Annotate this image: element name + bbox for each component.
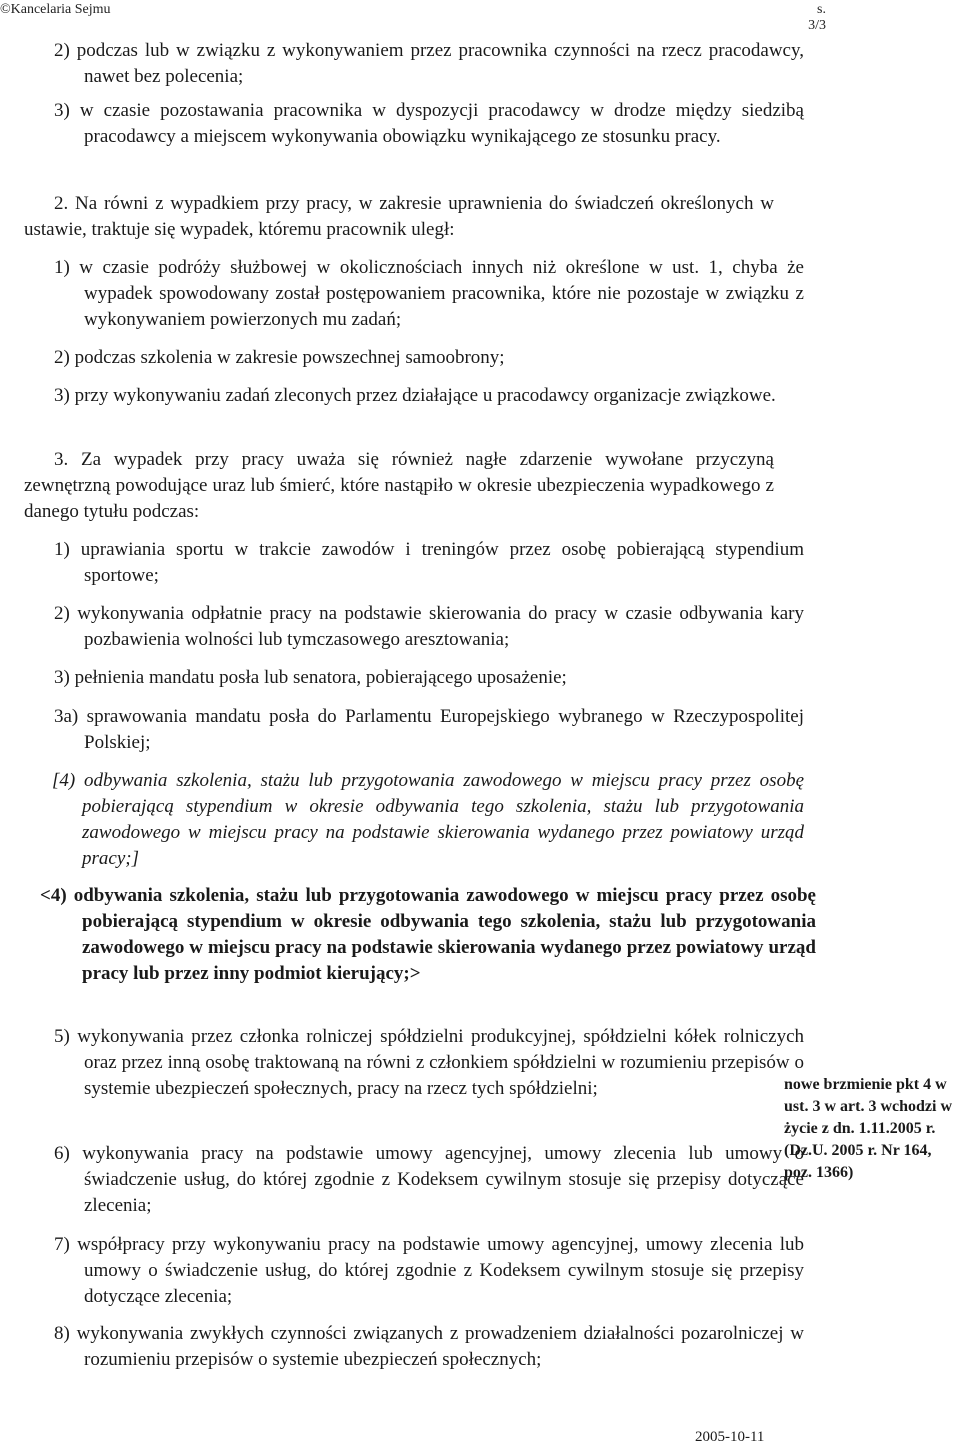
margin-note: nowe brzmienie pkt 4 w ust. 3 w art. 3 wchodzi w życie z dn. 1.11.2005 r. (Dz.U. 2005 r. Nr 164, poz. 1366) [784, 1076, 952, 1181]
list-item-3-5: 5) wykonywania przez członka rolniczej spółdzielni produkcyjnej, spółdzielni kółek rolniczych oraz przez inną osobę traktowaną na równi z członkiem spółdzielni w rozumieniu przepisów o systemie ubezpieczeń społecznych, pracy na rzecz tych spółdzielni; [54, 1026, 804, 1099]
list-item-2: 2) podczas lub w związku z wykonywaniem przez pracownika czynności na rzecz pracodawcy, nawet bez polecenia; [54, 40, 804, 87]
list-item-3-1: 1) uprawiania sportu w trakcie zawodów i treningów przez osobę pobierającą stypendium sportowe; [54, 539, 804, 586]
list-item-3-8: 8) wykonywania zwykłych czynności związanych z prowadzeniem działalności pozarolniczej w rozumieniu przepisów o systemie ubezpieczeń społecznych; [54, 1323, 804, 1370]
list-item-2b: 2) podczas szkolenia w zakresie powszechnej samoobrony; [54, 347, 505, 368]
list-item-3-4-old: [4) odbywania szkolenia, stażu lub przygotowania zawodowego w miejscu pracy przez osobę pobierającą stypendium w okresie odbywania tego szkolenia, stażu lub przygotowania zawodowego w miejscu pracy na podstawie skierowania wydanego przez powiatowy urząd pracy;] [52, 770, 804, 869]
header-source: ©Kancelaria Sejmu [0, 2, 111, 17]
list-item-3b: 3) przy wykonywaniu zadań zleconych przez działające u pracodawcy organizacje związkowe. [54, 385, 776, 406]
list-item-3-6: 6) wykonywania pracy na podstawie umowy agencyjnej, umowy zlecenia lub umowy o świadczenie usług, do której zgodnie z Kodeksem cywilnym stosuje się przepisy dotyczące zlecenia; [54, 1143, 804, 1216]
list-item-1: 1) w czasie podróży służbowej w okolicznościach innych niż określone w ust. 1, chyba że wypadek spowodowany został postępowaniem pracownika, które nie pozostaje w związku z wykonywaniem powierzonych mu zadań; [54, 257, 804, 330]
list-item-3-3: 3) pełnienia mandatu posła lub senatora, pobierającego uposażenie; [54, 667, 567, 688]
list-item-3-4-new: <4) odbywania szkolenia, stażu lub przygotowania zawodowego w miejscu pracy przez osobę pobierającą stypendium w okresie odbywania tego szkolenia, stażu lub przygotowania zawodowego w miejscu pracy na podstawie skierowania wydanego przez powiatowy urząd pracy lub przez inny podmiot kierujący;> [40, 885, 816, 984]
list-item-3: 3) w czasie pozostawania pracownika w dyspozycji pracodawcy w drodze między siedzibą pracodawcy a miejscem wykonywania obowiązku wynikającego ze stosunku pracy. [54, 100, 804, 147]
footer-date: 2005-10-11 [695, 1429, 765, 1445]
list-item-3-7: 7) współpracy przy wykonywaniu pracy na podstawie umowy agencyjnej, umowy zlecenia lub umowy o świadczenie usług, do której zgodnie z Kodeksem cywilnym stosuje się przepisy dotyczące zlecenia; [54, 1234, 804, 1307]
list-item-3-2: 2) wykonywania odpłatnie pracy na podstawie skierowania do pracy w czasie odbywania kary pozbawienia wolności lub tymczasowego aresztowania; [54, 603, 804, 650]
list-item-3-3a: 3a) sprawowania mandatu posła do Parlamentu Europejskiego wybranego w Rzeczypospolitej Polskiej; [54, 706, 804, 753]
header-page-number: s. 3/3 [808, 2, 826, 33]
paragraph-ust-2: 2. Na równi z wypadkiem przy pracy, w zakresie uprawnienia do świadczeń określonych w ustawie, traktuje się wypadek, któremu pracownik uległ: [24, 193, 774, 240]
paragraph-ust-3: 3. Za wypadek przy pracy uważa się również nagłe zdarzenie wywołane przyczyną zewnętrzną powodujące uraz lub śmierć, które nastąpiło w okresie ubezpieczenia wypadkowego z danego tytułu podczas: [24, 449, 774, 522]
